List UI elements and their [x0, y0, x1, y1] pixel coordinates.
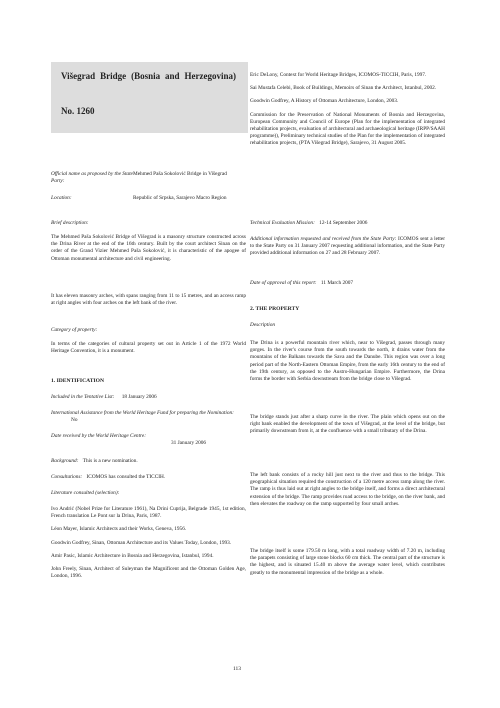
assistance-row	[51, 410, 246, 424]
category-text: In terms of the categories of cultural property set out in Article 1 of the 1972 World Heritage Convention, it is a monument.	[51, 341, 246, 355]
property-paragraph-1: The Drina is a powerful mountain river which, near to Višegrad, passes through many gorges. In the river's course from the south towards the north, it drains water from the mountains of the Balkans towards the Sava and the Danube. This region was over a long period part of the North-Eastern Ottoman Empire, from the early 16th century to the end of the 19th century, as opposed to the Austro-Hungarian Empire. Furthermore, the Drina forms the border with Serbia downstream from the bridge close to Višegrad.	[250, 340, 445, 383]
tentative-label: Included in the Tentative List:	[51, 394, 115, 400]
brief-paragraph-2: It has eleven masonry arches, with spans ranging from 11 to 15 metres, and an access ramp at right angles with four arches on the left bank of the river.	[51, 293, 246, 307]
background-value: This is a new nomination.	[82, 458, 138, 464]
reference-item: Léon Mayer, Islamic Architects and their Works, Geneva, 1956.	[51, 526, 187, 533]
assistance-value: No	[71, 417, 78, 424]
section-2-heading: 2. THE PROPERTY	[250, 306, 300, 312]
description-label: Description	[250, 322, 276, 328]
property-paragraph-4: The bridge itself is some 179.50 m long, with a total roadway width of 7.20 m, including the parapets consisting of large stone blocks 60 cm thick. The central part of the structure is the highest, and is situated 15.40 m above the average water level, which contributes greatly to the monumental impression of the bridge as a whole.	[250, 548, 445, 576]
additional-info-value: ICOMOS sent a letter to the State Party on 31 January 2007 requesting additional information, and the State Party provided additional information on 27 and 28 February 2007.	[250, 236, 445, 257]
mission-label: Technical Evaluation Mission:	[250, 220, 315, 226]
reference-item: Amir Pasic, Islamic Architecture in Bosnia and Herzegovina, Istanbul, 1994.	[51, 552, 214, 559]
consultations-row	[51, 474, 246, 481]
received-row	[51, 433, 246, 447]
mission-value: 12-14 September 2006	[319, 220, 368, 226]
property-title: Višegrad Bridge (Bosnia and Herzegovina)	[61, 71, 236, 81]
property-paragraph-3: The left bank consists of a rocky hill just next to the river and thus to the bridge. This geographical situation required the construction of a 120 metre access ramp along the river. The ramp is thus laid out at right angles to the bridge itself, and forms a direct architectural extension of the bridge. The ramp provides road access to the bridge, on the river bank, and then elevates the roadway on the ramp supported by four small arches.	[250, 472, 445, 507]
nomination-number: No. 1260	[61, 106, 95, 116]
location-row	[51, 195, 246, 202]
reference-item: John Freely, Sinan, Architect of Suleyman the Magnificent and the Ottoman Golden Age, London, 1996.	[51, 566, 246, 580]
location-label: Location:	[51, 195, 72, 201]
consultations-value: ICOMOS has consulted the TICCIH.	[86, 474, 166, 480]
received-label: Date received by the World Heritage Centre:	[51, 433, 147, 439]
reference-item: Eric DeLony, Context for World Heritage Bridges, ICOMOS-TICCIH, Paris, 1997.	[250, 72, 427, 78]
literature-list-left	[51, 506, 246, 586]
tentative-value: 18 January 2006	[121, 394, 157, 400]
proposal-value: Mehmed Paša Sokolović Bridge in Višegrad	[133, 171, 227, 177]
proposal-row	[51, 171, 246, 185]
page-number: 113	[233, 666, 242, 672]
title-box	[51, 62, 248, 133]
reference-item: Sai Mustafa Celebi, Book of Buildings, Memoirs of Sinan the Architect, Istanbul, 2002.	[250, 85, 437, 92]
literature-label: Literature consulted (selection):	[51, 490, 120, 496]
additional-info-block	[250, 236, 445, 258]
category-label: Category of property:	[51, 327, 98, 333]
brief-label: Brief description:	[51, 220, 89, 226]
mission-row	[250, 220, 445, 227]
background-label: Background:	[51, 458, 79, 464]
tentative-row	[51, 394, 246, 401]
background-row	[51, 458, 246, 465]
approval-label: Date of approval of this report:	[250, 280, 317, 286]
reference-item: Ivo Andrić (Nobel Prize for Literature 1961), Na Drini Cuprija, Belgrade 1945, 1st edition, French translation Le Pont sur la Drina, Paris, 1987.	[51, 506, 246, 520]
brief-paragraph-1: The Mehmed Paša Sokolović Bridge of Višegrad is a masonry structure constructed across the Drina River at the end of the 16th century. Built by the court architect Sinan on the order of the Grand Vizier Mehmed Paša Sokolović, it is characteristic of the apogee of Ottoman monumental architecture and civil engineering.	[51, 234, 246, 262]
approval-row	[250, 280, 445, 287]
reference-item: Goodwin Godfrey, Sinan, Ottoman Architecture and its Values Today, London, 1993.	[51, 539, 232, 546]
section-1-heading: 1. IDENTIFICATION	[51, 378, 105, 384]
assistance-label: International Assistance from the World Heritage Fund for preparing the Nomination:	[51, 410, 234, 416]
reference-item: Commission for the Preservation of National Monuments of Bosnia and Herzegovina, European Community and Council of Europe (Plan for the implementation of integrated rehabilitation projects, evaluation of architectural and archaeological heritage (IRPP/SAAH programme)), Preliminary technical studies of the Plan for the implementation of integrated rehabilitation projects, (PTA Višegrad Bridge), Sarajevo, 31 August 2005.	[250, 111, 445, 147]
proposal-label: Official name as proposed by the State Party:	[51, 171, 133, 185]
additional-info-label: Additional information requested and received from the State Party:	[250, 236, 397, 242]
approval-value: 11 March 2007	[320, 280, 354, 286]
received-value: 31 January 2006	[171, 440, 207, 446]
reference-item: Goodwin Godfrey, A History of Ottoman Architecture, London, 2003.	[250, 98, 399, 105]
property-paragraph-2: The bridge stands just after a sharp curve in the river. The plain which opens out on the right bank enabled the development of the town of Višegrad, at the level of the bridge, but primarily downstream from it, at the confluence with a small tributary of the Drina.	[250, 414, 445, 435]
consultations-label: Consultations:	[51, 474, 83, 480]
literature-list-right	[250, 72, 445, 154]
location-value: Republic of Srpska, Sarajevo Macro Region	[133, 195, 227, 201]
